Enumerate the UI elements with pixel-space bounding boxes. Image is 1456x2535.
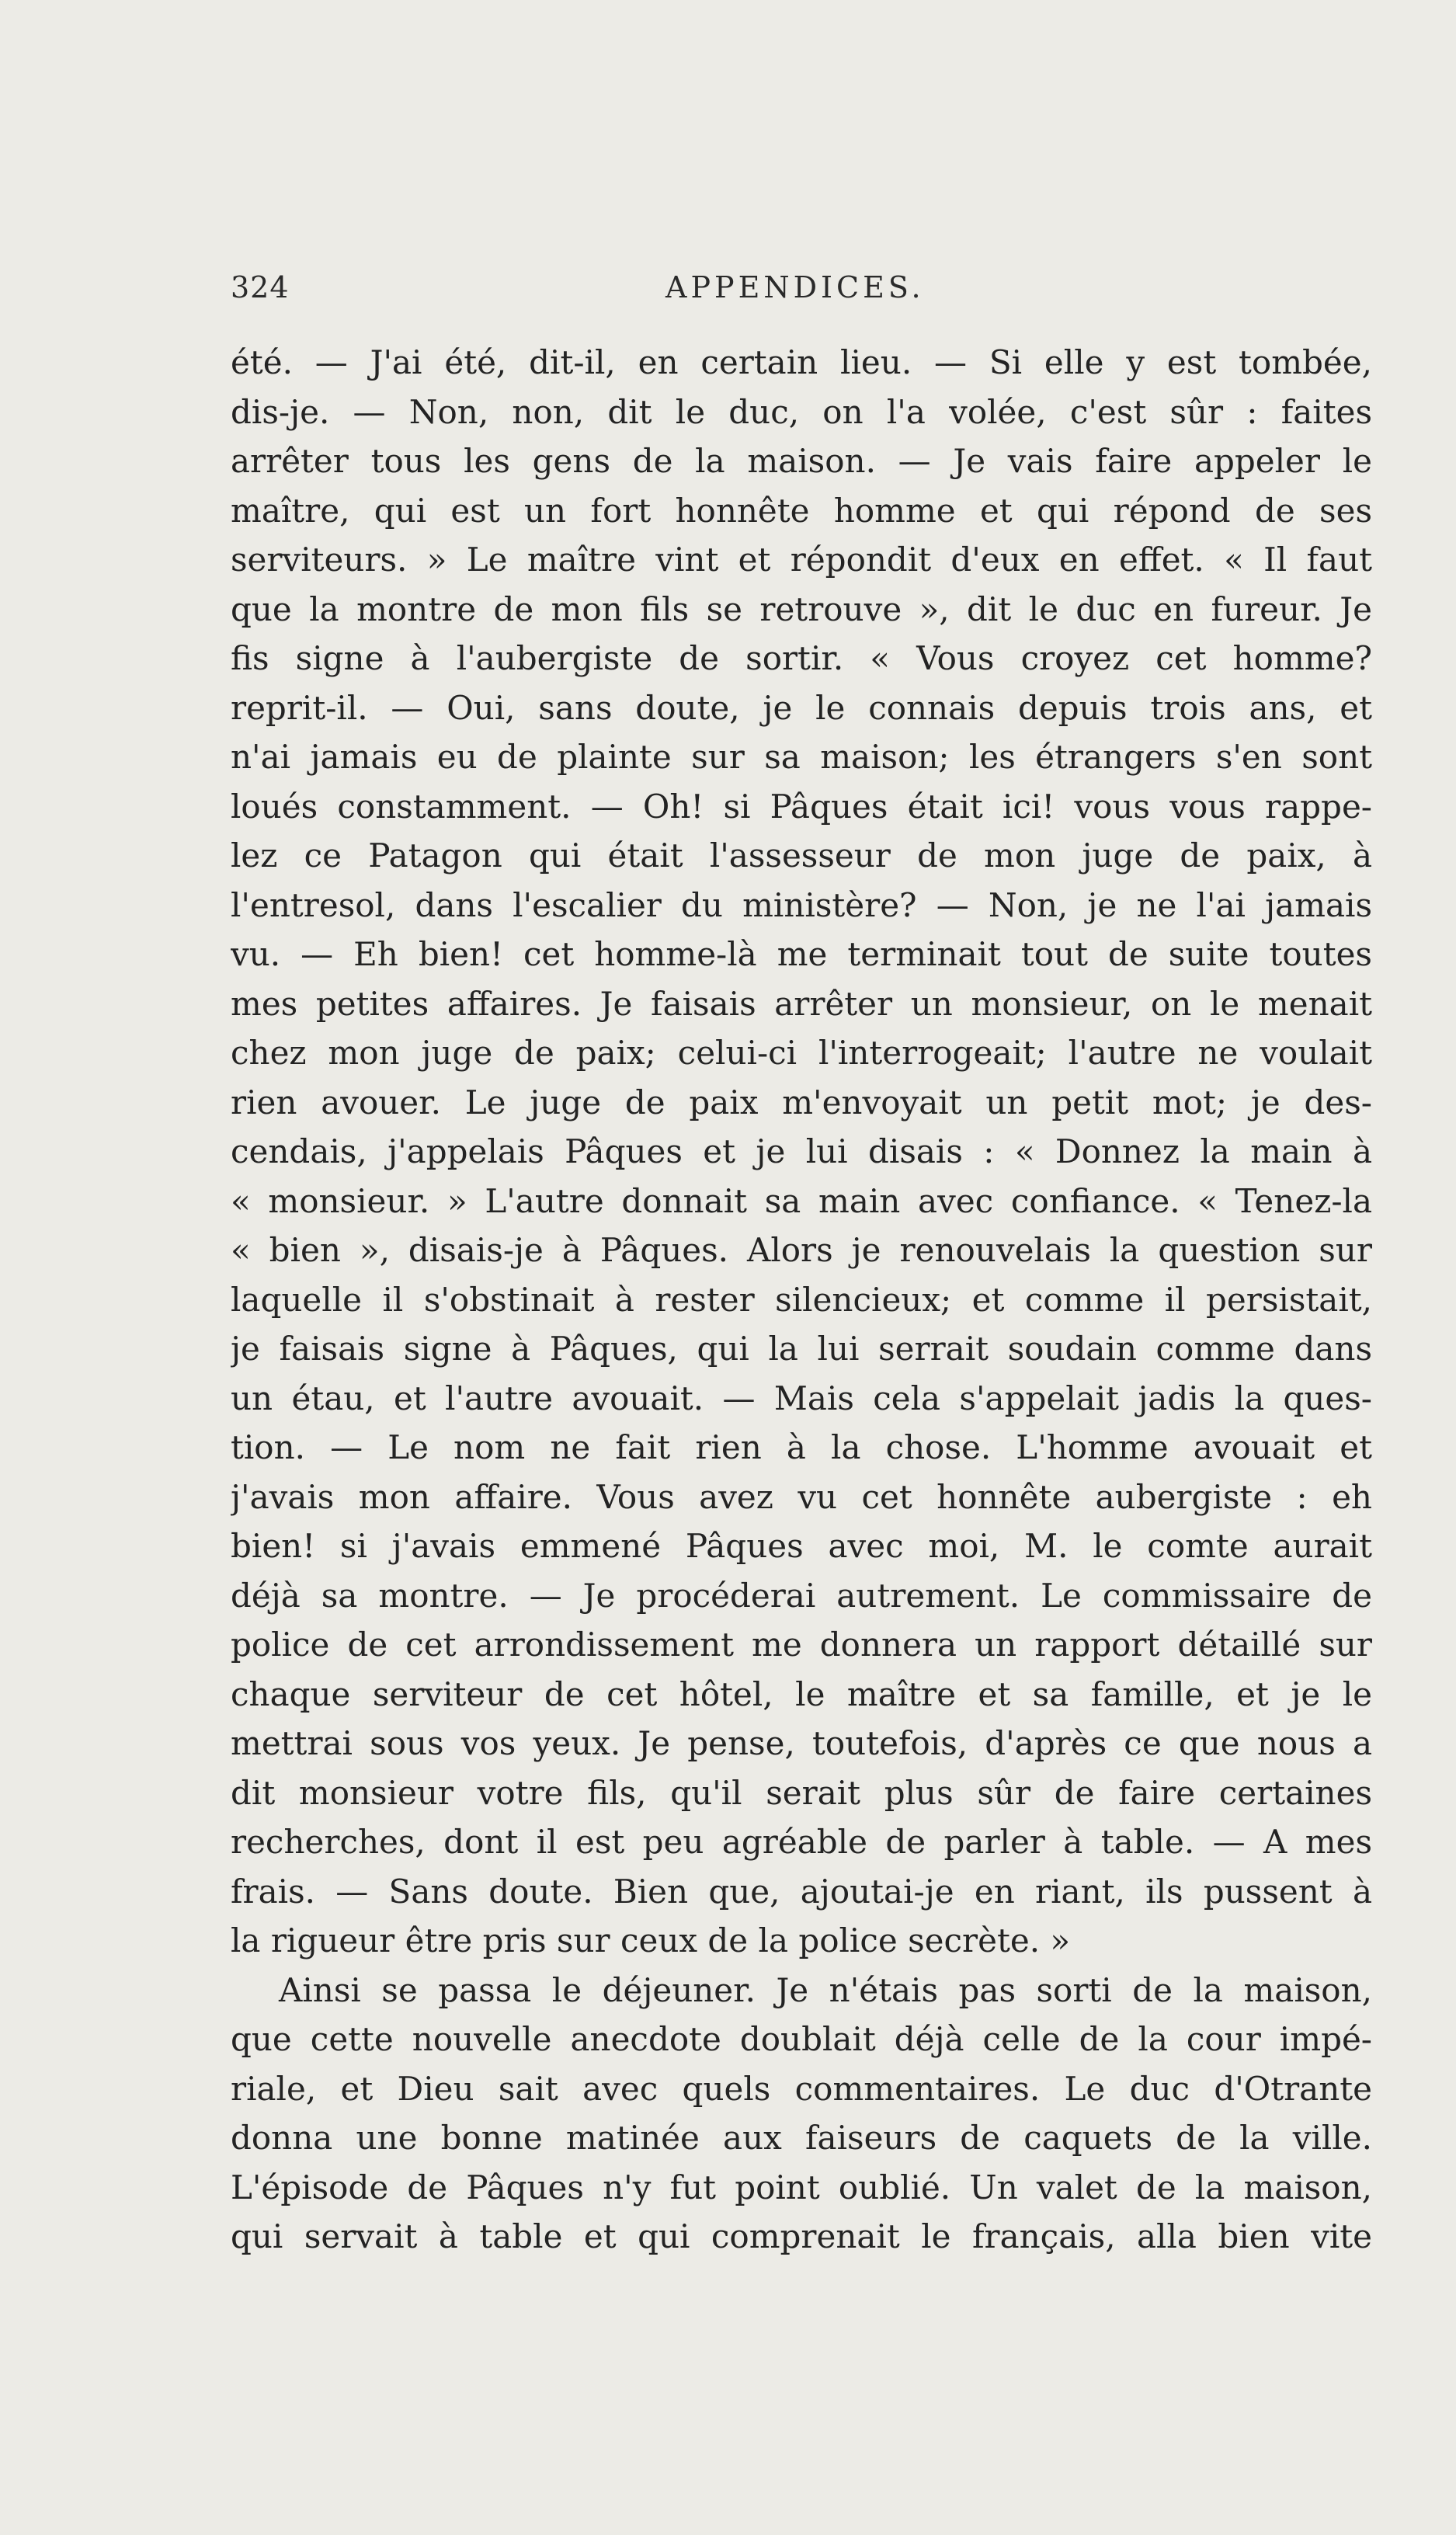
text-line: rien avouer. Le juge de paix m'envoyait un petit mot; je des- xyxy=(231,1083,1372,1121)
text-line: je faisais signe à Pâques, qui la lui serrait soudain comme dans xyxy=(231,1330,1372,1368)
text-line: frais. — Sans doute. Bien que, ajoutai-je en riant, ils pussent à xyxy=(231,1872,1372,1911)
text-line: L'épisode de Pâques n'y fut point oublié. Un valet de la maison, xyxy=(231,2168,1372,2206)
text-line: dit monsieur votre fils, qu'il serait plus sûr de faire certaines xyxy=(231,1773,1372,1812)
text-line: donna une bonne matinée aux faiseurs de caquets de la ville. xyxy=(231,2119,1372,2157)
text-line: tion. — Le nom ne fait rien à la chose. L'homme avouait et xyxy=(231,1428,1372,1466)
text-line: arrêter tous les gens de la maison. — Je vais faire appeler le xyxy=(231,442,1372,480)
text-line: serviteurs. » Le maître vint et répondit d'eux en effet. « Il faut xyxy=(231,541,1372,579)
text-line: lez ce Patagon qui était l'assesseur de mon juge de paix, à xyxy=(231,836,1372,875)
paragraph-start-line: Ainsi se passa le déjeuner. Je n'étais pas sorti de la maison, xyxy=(279,1970,1372,2009)
text-line: été. — J'ai été, dit-il, en certain lieu. — Si elle y est tombée, xyxy=(231,343,1372,381)
text-line: que cette nouvelle anecdote doublait déjà celle de la cour impé- xyxy=(231,2020,1372,2058)
text-line: j'avais mon affaire. Vous avez vu cet honnête aubergiste : eh xyxy=(231,1477,1372,1516)
text-line: mettrai sous vos yeux. Je pense, toutefois, d'après ce que nous a xyxy=(231,1724,1372,1762)
text-line: « monsieur. » L'autre donnait sa main avec confiance. « Tenez-la xyxy=(231,1181,1372,1220)
text-line: laquelle il s'obstinait à rester silencieux; et comme il persistait, xyxy=(231,1280,1372,1319)
text-line: qui servait à table et qui comprenait le français, alla bien vite xyxy=(231,2217,1372,2255)
text-line: maître, qui est un fort honnête homme et qui répond de ses xyxy=(231,491,1372,530)
text-line: n'ai jamais eu de plainte sur sa maison; les étrangers s'en sont xyxy=(231,738,1372,776)
text-line: que la montre de mon fils se retrouve », dit le duc en fureur. Je xyxy=(231,589,1372,628)
text-line: reprit-il. — Oui, sans doute, je le connais depuis trois ans, et xyxy=(231,688,1372,727)
text-line: chez mon juge de paix; celui-ci l'interrogeait; l'autre ne voulait xyxy=(231,1034,1372,1072)
text-line: cendais, j'appelais Pâques et je lui disais : « Donnez la main à xyxy=(231,1132,1372,1170)
text-line: déjà sa montre. — Je procéderai autrement. Le commissaire de xyxy=(231,1576,1372,1615)
running-head: APPENDICES. xyxy=(665,270,925,304)
text-line: « bien », disais-je à Pâques. Alors je renouvelais la question sur xyxy=(231,1231,1372,1269)
text-line: loués constamment. — Oh! si Pâques était ici! vous vous rappe- xyxy=(231,787,1372,826)
page-number: 324 xyxy=(231,270,290,304)
text-line: bien! si j'avais emmené Pâques avec moi, M. le comte aurait xyxy=(231,1527,1372,1565)
text-line: mes petites affaires. Je faisais arrêter un monsieur, on le menait xyxy=(231,984,1372,1023)
text-line: un étau, et l'autre avouait. — Mais cela s'appelait jadis la ques- xyxy=(231,1379,1372,1417)
text-line: police de cet arrondissement me donnera un rapport détaillé sur xyxy=(231,1626,1372,1664)
text-line: l'entresol, dans l'escalier du ministère? — Non, je ne l'ai jamais xyxy=(231,885,1372,924)
text-line: recherches, dont il est peu agréable de parler à table. — A mes xyxy=(231,1823,1372,1861)
text-line: chaque serviteur de cet hôtel, le maître et sa famille, et je le xyxy=(231,1674,1372,1713)
text-line: dis-je. — Non, non, dit le duc, on l'a volée, c'est sûr : faites xyxy=(231,392,1372,431)
text-line: riale, et Dieu sait avec quels commentaires. Le duc d'Otrante xyxy=(231,2069,1372,2108)
body-text xyxy=(231,338,1372,2262)
page-header xyxy=(231,270,1372,317)
text-line: fis signe à l'aubergiste de sortir. « Vous croyez cet homme? xyxy=(231,639,1372,677)
paragraph-end-line: la rigueur être pris sur ceux de la police secrète. » xyxy=(231,1921,1071,1959)
text-line: vu. — Eh bien! cet homme-là me terminait tout de suite toutes xyxy=(231,935,1372,973)
